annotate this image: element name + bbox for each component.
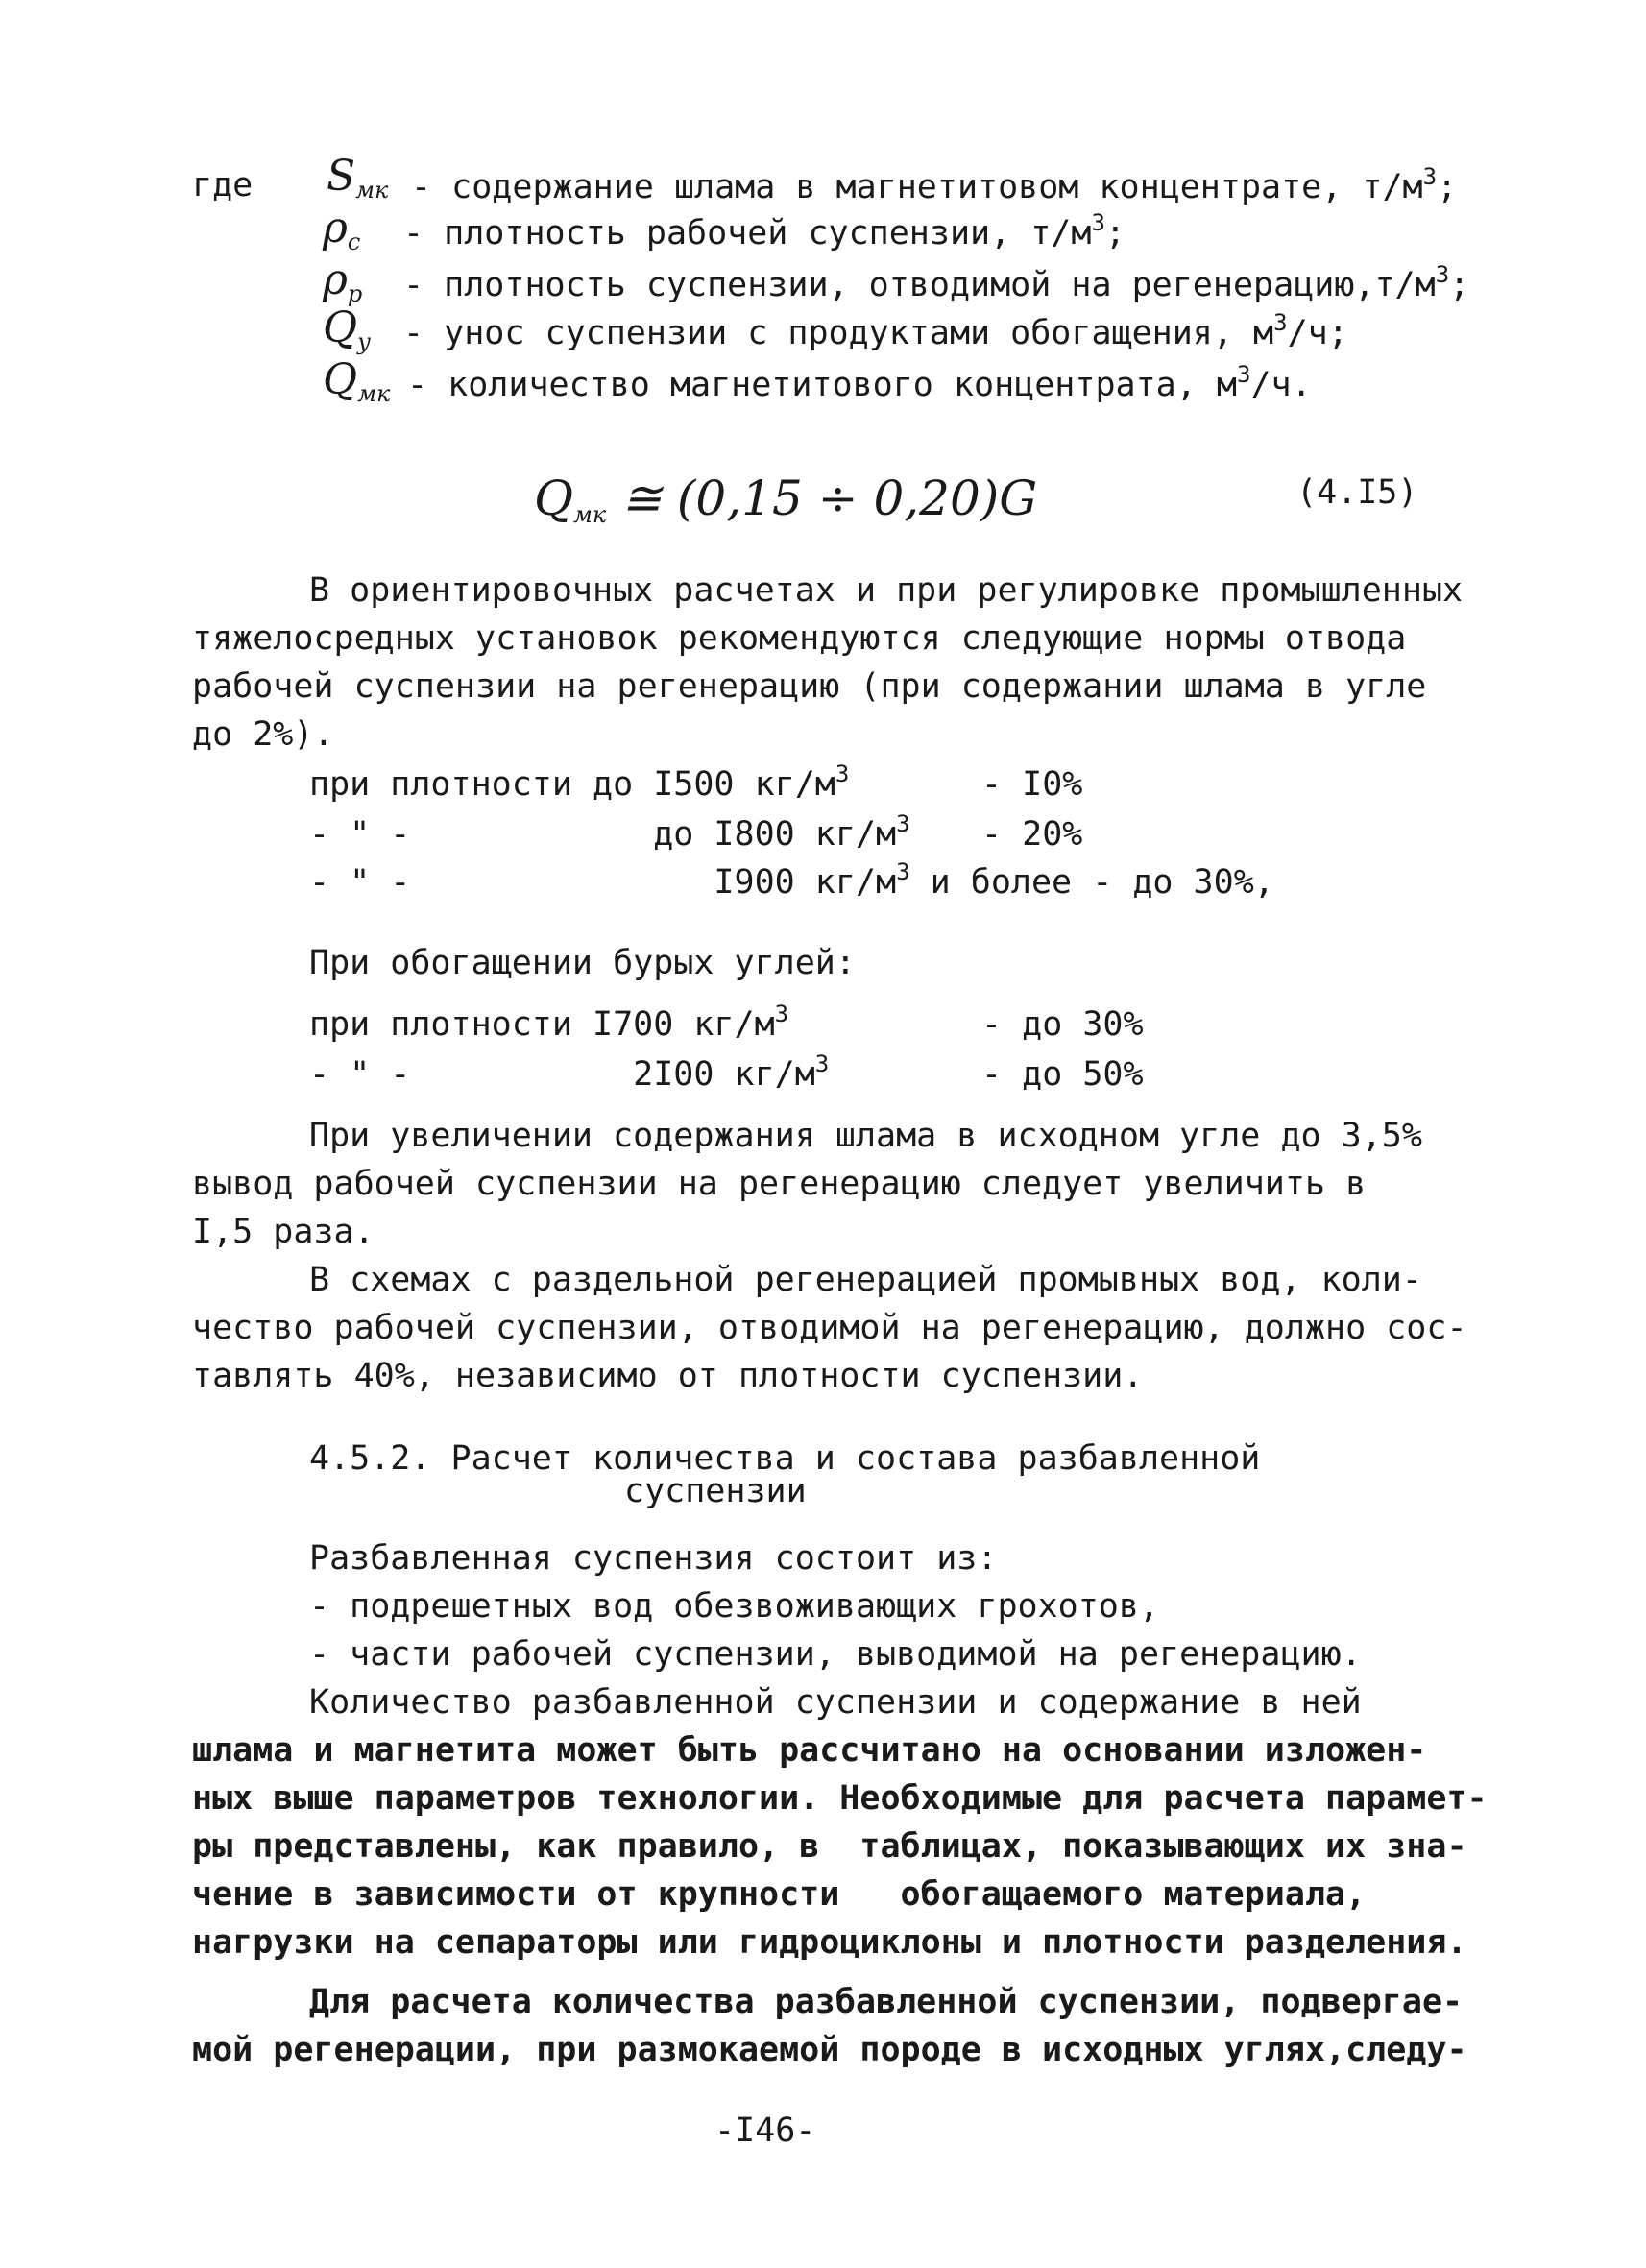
list-item: - " - I900 $кг/м^3$ и более - до 30%, xyxy=(309,858,1274,902)
definition-text: плотность рабочей суспензии, т/м xyxy=(444,214,1092,253)
symbol-rho-c: $\rho_с$ xyxy=(323,204,361,255)
list-item: при плотности до I500 $кг/м^3$ xyxy=(309,760,850,804)
list-value: - до 30% xyxy=(981,1005,1144,1044)
symbol-q-y: $Q_у$ xyxy=(323,303,371,355)
formula-number: (4.I5) xyxy=(1296,473,1418,512)
symbol-s-mk: $S_{мк}$ xyxy=(327,152,389,204)
where-label: где xyxy=(192,166,254,205)
definition-text: содержание шлама в магнетитовом концентрате, т/м xyxy=(451,168,1423,206)
list-value: - I0% xyxy=(981,765,1083,804)
symbol-q-mk: $Q_{мк}$ xyxy=(323,355,391,407)
list-item: - " - 2I00 $кг/м^3$ xyxy=(309,1050,830,1094)
page-number: -I46- xyxy=(714,2111,816,2150)
definition-text: унос суспензии с продуктами обогащения, м xyxy=(444,314,1274,352)
symbol-rho-p: $\rho_р$ xyxy=(323,255,363,307)
list-item: при плотности I700 $кг/м^3$ xyxy=(309,1001,789,1044)
formula-expression: $Q_{мк}$ ≅ (0,15 ÷ 0,20)G xyxy=(534,470,1038,528)
list-value: - 20% xyxy=(981,815,1083,854)
list-value: - до 50% xyxy=(981,1055,1144,1094)
definition-text: количество магнетитового концентрата, м xyxy=(448,366,1237,404)
brown-coal-heading: При обогащении бурых углей: xyxy=(309,944,856,982)
definition-text: плотность суспензии, отводимой на регенерацию,т/м xyxy=(444,266,1436,304)
list-item: - " - до I800 $кг/м^3$ xyxy=(309,810,910,854)
